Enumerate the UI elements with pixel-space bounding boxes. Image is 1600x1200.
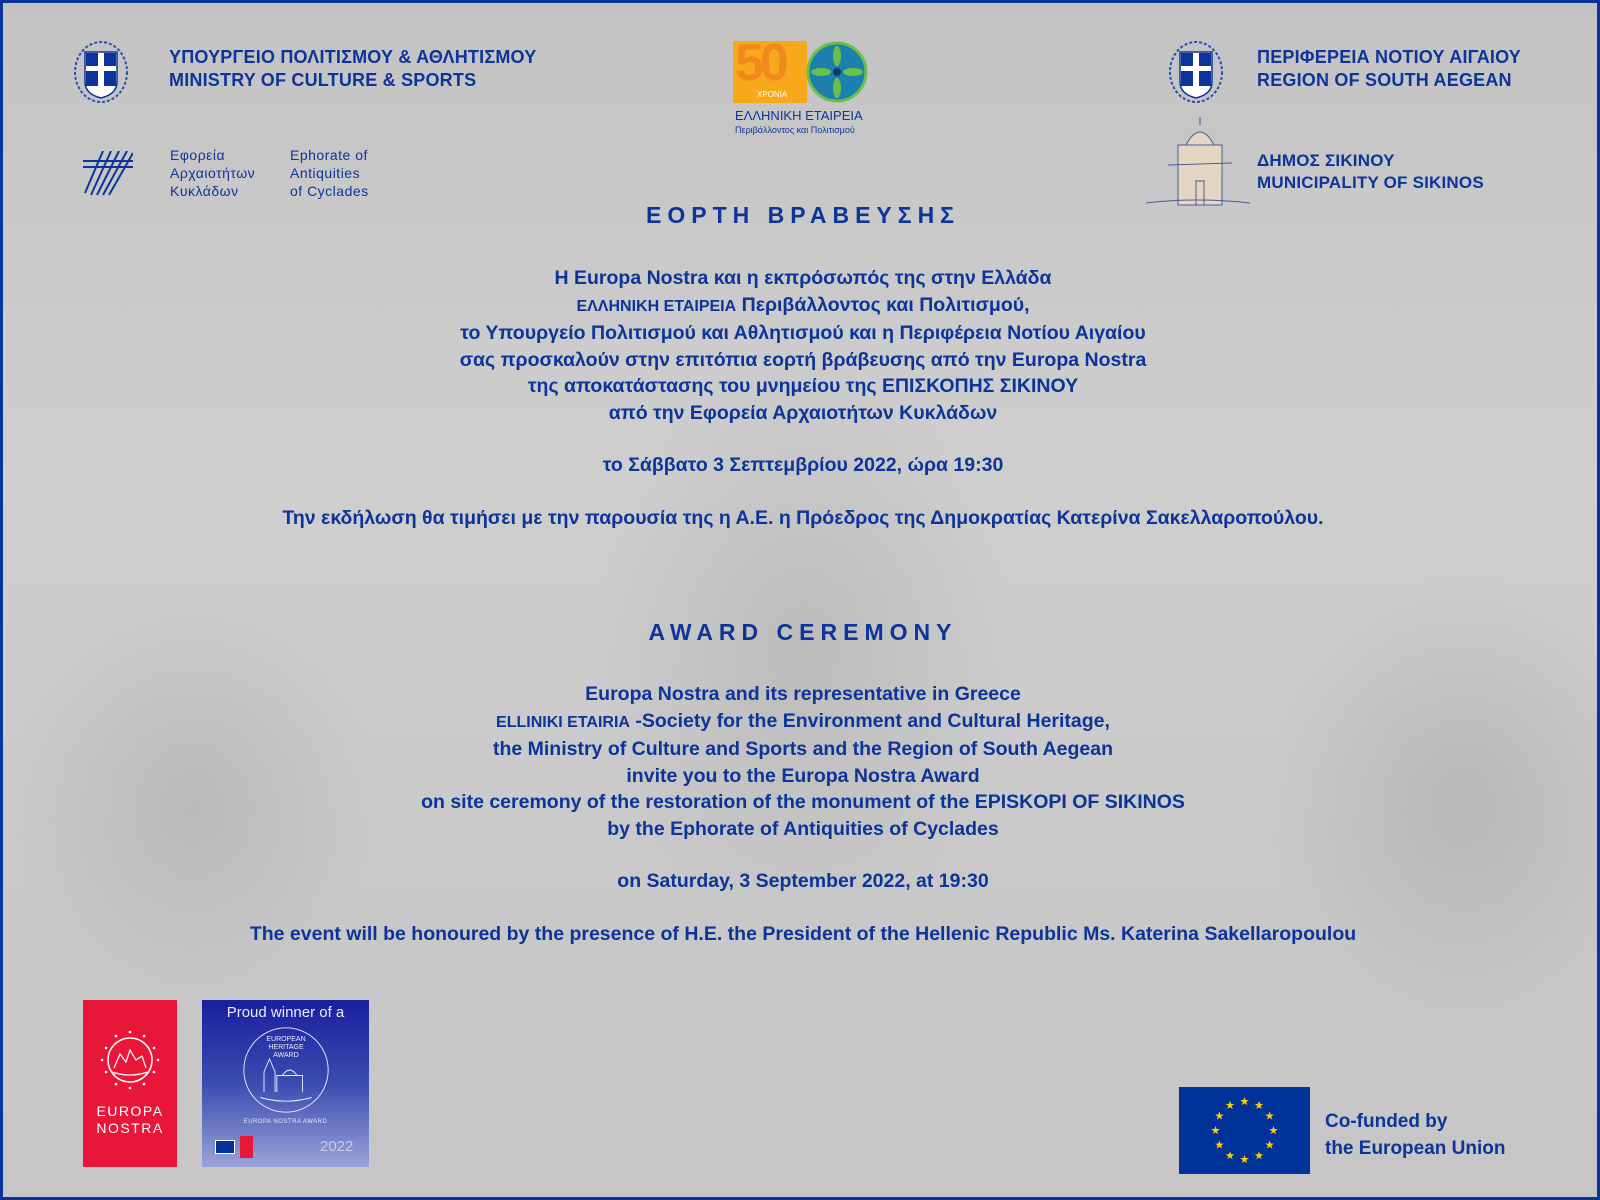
region-name: ΠΕΡΙΦΕΡΕΙΑ ΝΟΤΙΟΥ ΑΙΓΑΙΟΥ REGION OF SOUTH AEGEAN [1257, 47, 1522, 90]
europa-nostra-logo: EUROPA NOSTRA [83, 1000, 177, 1167]
eu-cofunded-text: Co-funded by the European Union [1325, 1111, 1506, 1159]
english-title: AWARD CEREMONY [648, 619, 958, 645]
elliniki-etairia-logo: 50 ΧΡΟΝΙΑ ΕΛΛΗΝΙΚΗ ΕΤΑΙΡΕΙΑ Περιβάλλοντος και Πολιτισμού [733, 41, 875, 137]
greek-president-note: Την εκδήλωση θα τιμήσει με την παρουσία της η Α.Ε. η Πρόεδρος της Δημοκρατίας Κατερίνα Σακελλαροπούλου. [282, 507, 1324, 529]
ministry-name: ΥΠΟΥΡΓΕΙΟ ΠΟΛΙΤΙΣΜΟΥ & ΑΘΛΗΤΙΣΜΟΥ MINISTRY OF CULTURE & SPORTS [169, 47, 537, 90]
heritage-award-badge: Proud winner of a EUROPEAN HERITAGE AWARD EUROPA NOSTRA AWARD 2022 [202, 1000, 369, 1167]
ephorate-name-english: Ephorate of Antiquities of Cyclades [290, 147, 369, 199]
english-president-note: The event will be honoured by the presence of H.E. the President of the Hellenic Republic Ms. Katerina Sakellaropoulou [249, 923, 1357, 945]
greek-date: το Σάββατο 3 Σεπτεμβρίου 2022, ώρα 19:30 [602, 454, 1004, 476]
flower-emblem-icon [803, 41, 875, 105]
eu-flag-icon [1179, 1087, 1310, 1174]
mini-eu-flag-icon [215, 1140, 235, 1154]
mini-europa-nostra-icon [240, 1136, 253, 1158]
english-date: on Saturday, 3 September 2022, at 19:30 [617, 870, 989, 892]
english-invitation-text: Europa Nostra and its representative in Greece ELLINIKI ETAIRIA -Society for the Environment and Cultural Heritage, the Ministry of Culture and Sports and the Region of South Aegean invite you to the Europa Nostra Award on site ceremony of the restoration of the monument of the EPISKOPI OF SIKINOS by the Ephorate of Antiquities of Cyclades [421, 683, 1185, 840]
municipality-name: ΔΗΜΟΣ ΣΙΚΙΝΟΥ MUNICIPALITY OF SIKINOS [1257, 151, 1484, 192]
sikinos-church-icon [1146, 117, 1250, 209]
greek-invitation-text: Η Europa Nostra και η εκπρόσωπός της στην Ελλάδα ΕΛΛΗΝΙΚΗ ΕΤΑΙΡΕΙΑ Περιβάλλοντος και Πολιτισμού, το Υπουργείο Πολιτισμού και Αθλητισμού και η Περιφέρεια Νοτίου Αιγαίου σας προσκαλούν στην επιτόπια εορτή βράβευσης από την Europa Nostra της αποκατάστασης του μνημείου της ΕΠΙΣΚΟΠΗΣ ΣΙΚΙΝΟΥ από την Εφορεία Αρχαιοτήτων Κυκλάδων [459, 267, 1147, 424]
greek-coat-of-arms-icon [73, 40, 129, 104]
greek-coat-of-arms-icon [1168, 40, 1224, 104]
europa-nostra-emblem-icon [98, 1028, 162, 1092]
ephorate-name-greek: Εφορεία Αρχαιοτήτων Κυκλάδων [170, 147, 256, 199]
ephorate-logo-icon [83, 151, 133, 197]
greek-title: ΕΟΡΤΗ ΒΡΑΒΕΥΣΗΣ [646, 202, 960, 228]
